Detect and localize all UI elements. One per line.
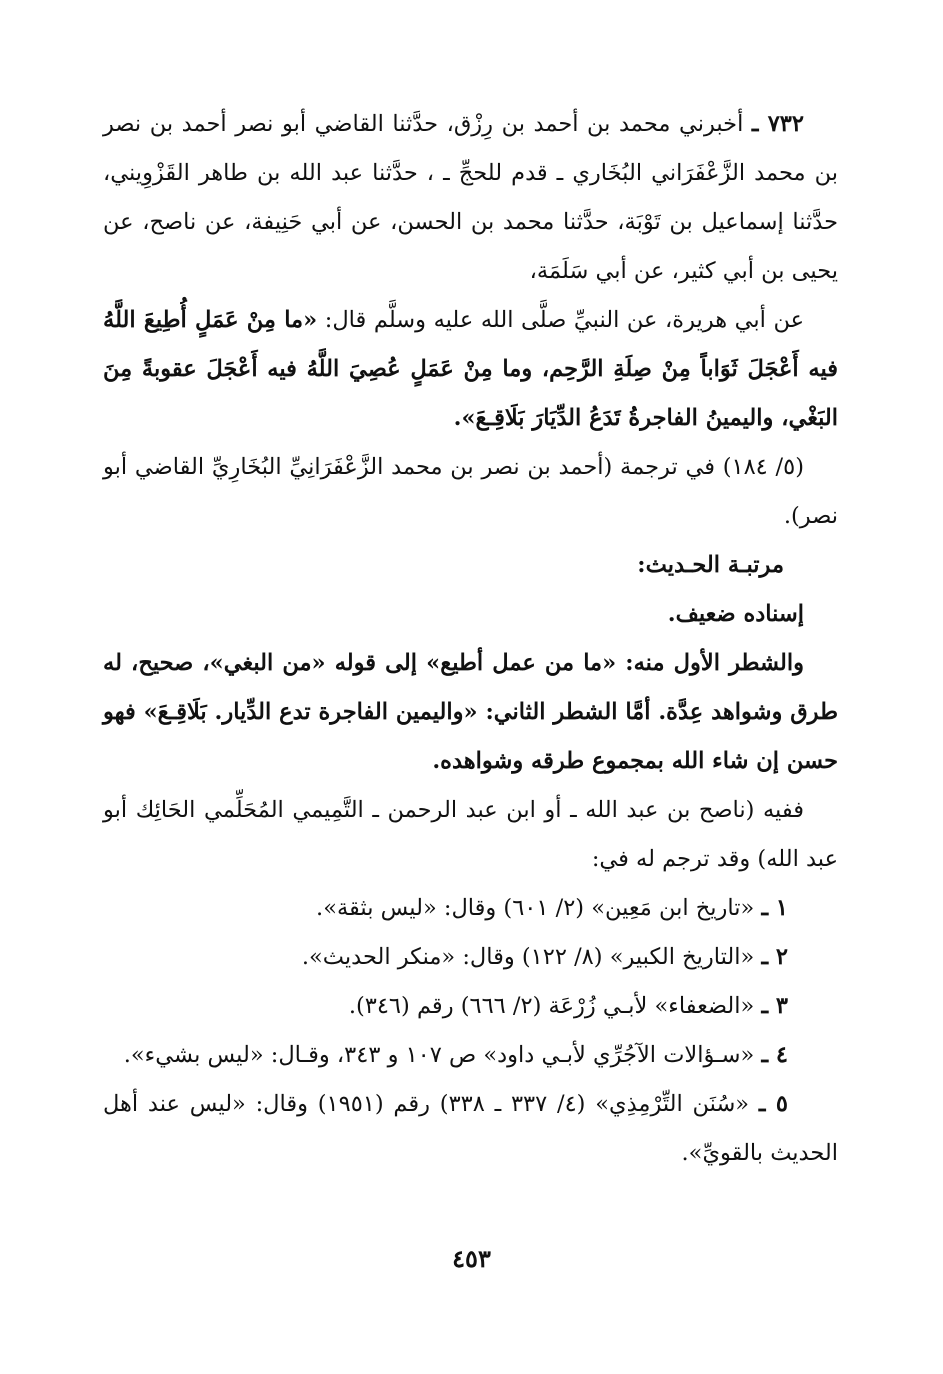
hadith-isnad-paragraph bbox=[103, 100, 838, 296]
source-text: «سُنَن التِّرْمِذِي» (٤/ ٣٣٧ ـ ٣٣٨) رقم (١٩٥١) وقال: «ليس عند أهل الحديث بالقويِّ». bbox=[103, 1091, 838, 1166]
grading-verdict: إسناده ضعيف. bbox=[667, 601, 804, 627]
hadith-isnad: أخبرني محمد بن أحمد بن رِزْق، حدَّثنا القاضي أبو نصر أحمد بن نصر بن محمد الزَّعْفَرَاني البُخَاري ـ قدم للحجِّ ـ ، حدَّثنا عبد الله بن طاهر القَزْوِيني، حدَّثنا إسماعيل بن تَوْبَة، حدَّثنا محمد بن الحسن، عن أبي حَنِيفة، عن ناصح، عن يحيى بن أبي كثير، عن أبي سَلَمَة، bbox=[103, 111, 838, 284]
page-body bbox=[103, 100, 838, 1178]
hadith-matn-intro: عن أبي هريرة، عن النبيِّ صلَّى الله عليه وسلَّم قال: bbox=[324, 307, 805, 333]
source-number: ٣ ـ bbox=[761, 993, 788, 1019]
source-item-2 bbox=[103, 933, 838, 982]
source-number: ٤ ـ bbox=[761, 1042, 788, 1068]
page-number: ٤٥٣ bbox=[452, 1244, 491, 1273]
grading-note: والشطر الأول منه: «ما من عمل أطيع» إلى قوله «من البغي»، صحيح، له طرق وشواهد عِدَّة. أمَّا الشطر الثاني: «واليمين الفاجرة تدع الدِّيار. بَلَاقِـعَ» فهو حسن إن شاء الله بمجموع طرقه وشواهده. bbox=[103, 650, 838, 774]
hadith-matn-paragraph bbox=[103, 296, 838, 443]
source-text: «تاريخ ابن مَعِين» (٢/ ٦٠١) وقال: «ليس بثقة». bbox=[316, 895, 755, 921]
source-number: ١ ـ bbox=[761, 895, 788, 921]
hadith-matn-text: «ما مِنْ عَمَلٍ أُطِيعَ اللَّهُ فيه أَعْجَلَ ثَوَاباً مِنْ صِلَةِ الرَّحِم، وما مِنْ عَمَلٍ عُصِيَ اللَّهُ فيه أَعْجَلَ عقوبةً مِنَ البَغْي، واليمينُ الفاجرةُ تَدَعُ الدِّيَارَ بَلَاقِـعَ». bbox=[103, 307, 838, 431]
hadith-number: ٧٣٢ ـ bbox=[751, 111, 804, 137]
source-text: «الضعفاء» لأبـي زُرْعَة (٢/ ٦٦٦) رقم (٣٤٦). bbox=[348, 993, 755, 1019]
source-item-1 bbox=[103, 884, 838, 933]
source-text: «سـؤالات الآجُرِّي لأبـي داود» ص ١٠٧ و ٣٤٣، وقـال: «ليس بشيء». bbox=[123, 1042, 755, 1068]
source-item-5 bbox=[103, 1080, 838, 1178]
grading-heading: مرتبـة الحـديث: bbox=[637, 552, 784, 578]
source-number: ٢ ـ bbox=[761, 944, 788, 970]
source-item-3 bbox=[103, 982, 838, 1031]
source-number: ٥ ـ bbox=[758, 1091, 788, 1117]
hadith-reference: (٥/ ١٨٤) في ترجمة (أحمد بن نصر بن محمد الزَّعْفَرَانِيِّ البُخَارِيِّ القاضي أبو نصر). bbox=[103, 454, 838, 529]
source-text: «التاريخ الكبير» (٨/ ١٢٢) وقال: «منكر الحديث». bbox=[301, 944, 755, 970]
narrator-paragraph: ففيه (ناصح بن عبد الله ـ أو ابن عبد الرحمن ـ التَّمِيمي المُحَلِّمي الحَائِك أبو عبد الله) وقد ترجم له في: bbox=[103, 797, 838, 872]
source-item-4 bbox=[103, 1031, 838, 1080]
